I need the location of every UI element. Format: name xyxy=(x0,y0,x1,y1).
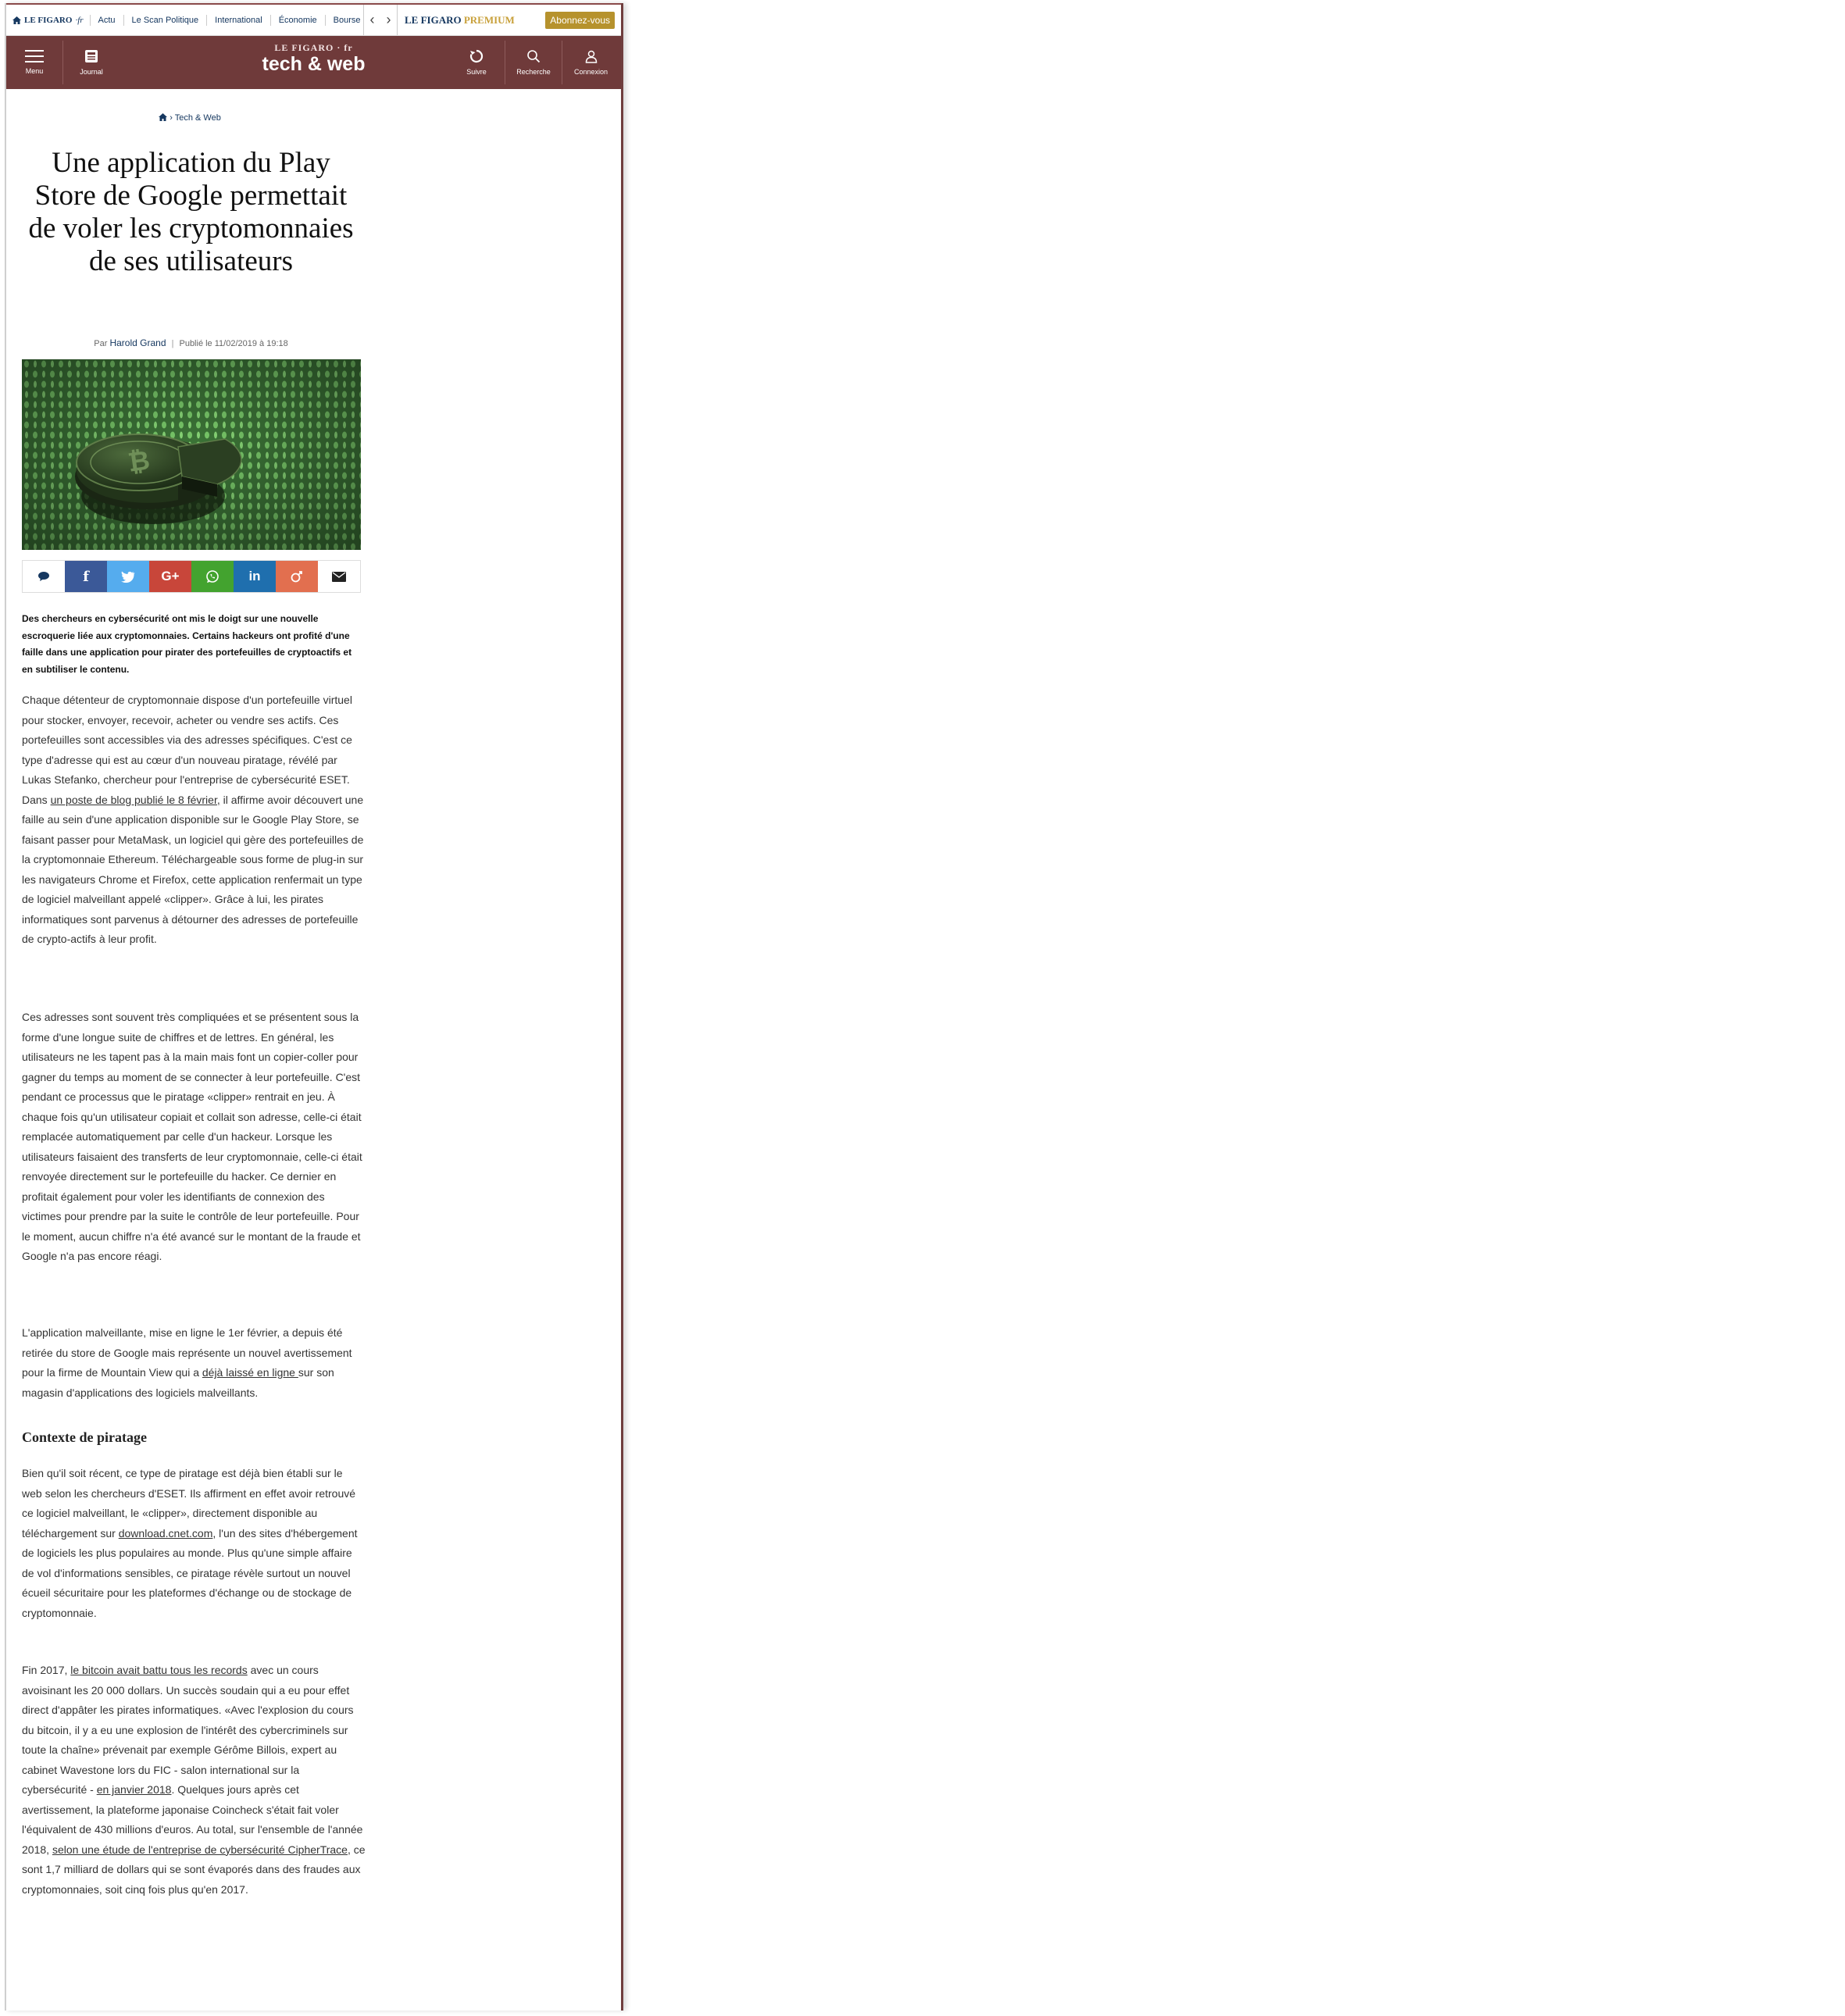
share-twitter-button[interactable] xyxy=(107,561,149,592)
breadcrumb-section-link[interactable]: Tech & Web xyxy=(174,113,221,123)
user-icon xyxy=(584,49,598,63)
author-link[interactable]: Harold Grand xyxy=(109,337,166,348)
home-icon xyxy=(12,16,21,24)
nav-link-international[interactable]: International xyxy=(206,15,270,26)
section-header xyxy=(6,36,621,89)
share-bar xyxy=(22,560,361,593)
logo-brand: LE FIGARO · fr xyxy=(274,42,353,53)
login-label: Connexion xyxy=(573,68,608,76)
article-byline xyxy=(22,337,360,348)
comments-button[interactable] xyxy=(23,561,65,592)
nav-link-economie[interactable]: Économie xyxy=(270,15,325,26)
premium-area xyxy=(398,12,621,29)
article-paragraph: L'application malveillante, mise en ligne le 1er février, a depuis été retirée du store de Google mais représente un nouvel avertissement pour la firme de Mountain View qui a déjà laissé en ligne sur son magasin d'applications des logiciels malveillants. xyxy=(22,1326,352,1399)
svg-text:₿: ₿ xyxy=(126,444,152,479)
envelope-icon xyxy=(332,572,346,582)
search-button[interactable] xyxy=(505,36,562,89)
byline-prefix: Par xyxy=(94,339,108,348)
article-paragraph: Bien qu'il soit récent, ce type de piratage est déjà bien établi sur le web selon les chercheurs d'ESET. Ils affirment en effet avoir retrouvé ce logiciel malveillant, le «clipper», directement disponible au téléchargement sur download.cnet.com, l'un des sites d'hébergement de logiciels les plus populaires au monde. Plus qu'une simple affaire de vol d'informations sensibles, ce piratage révèle surtout un nouvel écueil sécuritaire pour les plateformes d'échange ou de stockage de cryptomonnaie. xyxy=(22,1467,358,1619)
home-brand: LE FIGARO xyxy=(24,15,73,25)
chevron-left-icon[interactable]: ‹ xyxy=(369,12,375,27)
home-icon[interactable] xyxy=(159,113,167,121)
nav-arrows xyxy=(364,5,398,35)
follow-button[interactable] xyxy=(448,36,505,89)
article-title: Une application du Play Store de Google permettait de voler les cryptomonnaies de ses utilisateurs xyxy=(28,147,354,277)
whatsapp-icon xyxy=(205,569,219,583)
logo-section-name: tech & web xyxy=(262,53,366,75)
follow-label: Suivre xyxy=(466,68,487,76)
premium-logo[interactable]: LE FIGARO PREMIUM xyxy=(405,13,515,26)
share-facebook-button[interactable] xyxy=(65,561,107,592)
bottom-fade xyxy=(6,1964,621,2011)
chevron-right-icon[interactable]: › xyxy=(386,12,391,27)
bitcoin-illustration xyxy=(22,359,361,550)
search-icon xyxy=(526,49,541,63)
googleplus-icon: G+ xyxy=(161,569,180,583)
article-image xyxy=(22,359,361,550)
pocket-icon xyxy=(290,569,304,583)
nav-link-actu[interactable]: Actu xyxy=(90,15,123,26)
article-paragraph: Chaque détenteur de cryptomonnaie dispose d'un portefeuille virtuel pour stocker, envoyer, recevoir, acheter ou vendre ses actifs. Ces portefeuilles sont accessibles via des adresses spécifiques. C'est ce type d'adresse qui est au cœur d'un nouveau piratage, révélé par Lukas Stefanko, chercheur pour l'entreprise de cybersécurité ESET. Dans un poste de blog publié le 8 février, il affirme avoir découvert une faille au sein d'une application disponible sur le Google Play Store, se faisant passer pour MetaMask, un logiciel qui gère des portefeuilles de la cryptomonnaie Ethereum. Téléchargeable sous forme de plug-in sur les navigateurs Chrome et Firefox, cette application renfermait un type de logiciel malveillant appelé «clipper». Grâce à lui, les pirates informatiques sont parvenus à détourner des adresses de portefeuille de crypto-actifs à leur profit. xyxy=(22,694,364,945)
blog-post-link[interactable]: un poste de blog publié le 8 février, xyxy=(50,793,220,806)
refresh-icon xyxy=(469,49,484,63)
share-linkedin-button[interactable] xyxy=(234,561,276,592)
article-paragraph: Fin 2017, le bitcoin avait battu tous les records avec un cours avoisinant les 20 000 dollars. Un succès soudain qui a eu pour effet direct d'appâter les pirates informatiques. «Avec l'explosion du cours du bitcoin, il y a eu une explosion de l'intérêt des cybercriminels sur toute la chaîne» prévenait par exemple Gérôme Billois, expert au cabinet Wavestone lors du FIC - salon international sur la cybersécurité - en janvier 2018. Quelques jours après cet avertissement, la plateforme japonaise Coincheck s'était fait voler l'équivalent de 430 millions d'euros. Au total, sur l'ensemble de l'année 2018, selon une étude de l'entreprise de cybersécurité CipherTrace, ce sont 1,7 milliard de dollars qui se sont évaporés dans des fraudes aux cryptomonnaies, soit cinq fois plus qu'en 2017. xyxy=(22,1664,366,1896)
share-whatsapp-button[interactable] xyxy=(191,561,234,592)
fic-2018-link[interactable]: en janvier 2018 xyxy=(96,1783,172,1796)
twitter-icon xyxy=(121,571,135,583)
publish-date: Publié le 11/02/2019 à 19:18 xyxy=(179,339,288,348)
share-googleplus-button[interactable] xyxy=(149,561,191,592)
share-email-button[interactable] xyxy=(318,561,360,592)
breadcrumb xyxy=(6,113,373,123)
linkedin-icon: in xyxy=(248,569,261,583)
malware-article-link[interactable]: déjà laissé en ligne xyxy=(202,1366,298,1379)
article-paragraph: Ces adresses sont souvent très compliquées et se présentent sous la forme d'une longue suite de chiffres et de lettres. En général, les utilisateurs ne les tapent pas à la main mais font un copier-coller pour gagner du temps au moment de se connecter à leur portefeuille. C'est pendant ce processus que le piratage «clipper» rentrait en jeu. À chaque fois qu'un utilisateur copiait et collait son adresse, celle-ci était remplacée automatiquement par celle d'un hackeur. Lorsque les utilisateurs faisaient des transferts de leur cryptomonnaie, celle-ci était renvoyée directement sur le portefeuille du hacker. Ce dernier en profitait également pour voler les identifiants de connexion des victimes pour prendre par la suite le contrôle de leur portefeuille. Pour le moment, aucun chiffre n'a été avancé sur le montant de la fraude et Google n'a pas encore réagi. xyxy=(22,1011,362,1262)
search-label: Recherche xyxy=(516,68,551,76)
byline-separator: | xyxy=(171,339,174,348)
bitcoin-records-link[interactable]: le bitcoin avait battu tous les records xyxy=(70,1664,248,1676)
top-nav-bar xyxy=(6,5,621,36)
article-subtitle: Contexte de piratage xyxy=(22,1429,147,1445)
facebook-icon: f xyxy=(83,568,89,585)
cnet-link[interactable]: download.cnet.com xyxy=(118,1526,213,1540)
article-lead: Des chercheurs en cybersécurité ont mis le doigt sur une nouvelle escroquerie liée aux cryptomonnaies. Certains hackeurs ont profité d'une faille dans une application pour pirater des portefeuilles de cryptoactifs et en subtiliser le contenu. xyxy=(22,613,352,675)
menu-label: Menu xyxy=(25,67,44,75)
ciphertrace-study-link[interactable]: selon une étude de l'entreprise de cybersécurité CipherTrace xyxy=(52,1843,348,1856)
nav-link-scan-politique[interactable]: Le Scan Politique xyxy=(123,15,207,26)
home-link[interactable]: LE FIGARO ·fr xyxy=(12,16,84,25)
nav-link-bourse[interactable]: Bourse xyxy=(325,15,364,26)
browser-viewport xyxy=(5,3,623,2011)
section-nav xyxy=(6,5,364,35)
breadcrumb-separator: › xyxy=(170,113,175,123)
share-pocket-button[interactable] xyxy=(276,561,318,592)
comment-icon xyxy=(37,571,50,582)
journal-label: Journal xyxy=(80,68,103,76)
login-button[interactable] xyxy=(562,36,619,89)
subscribe-button[interactable]: Abonnez-vous xyxy=(545,12,615,29)
